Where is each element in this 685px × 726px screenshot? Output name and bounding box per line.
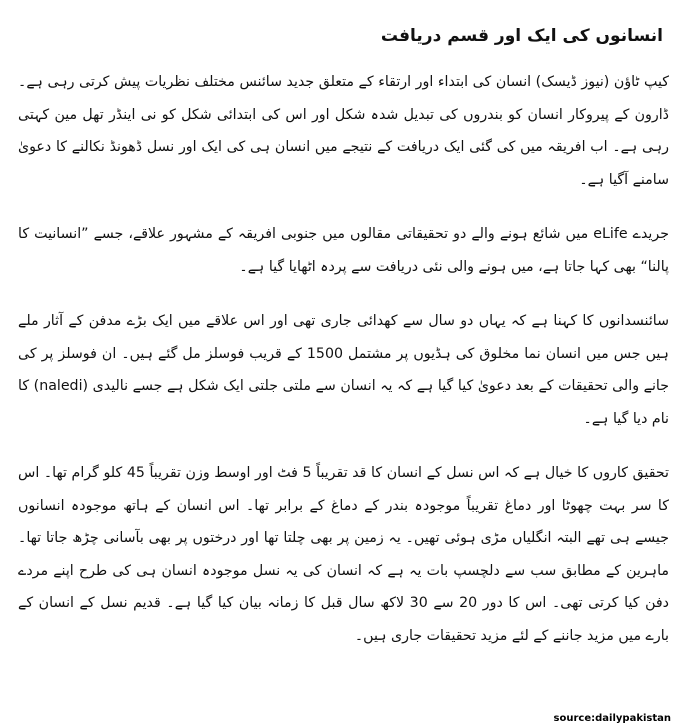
source-credit: source:dailypakistan <box>553 713 671 724</box>
article-paragraph-3: سائنسدانوں کا کہنا ہے کہ یہاں دو سال سے کھدائی جاری تھی اور اس علاقے میں ایک بڑے مدفن کے آثار ملے ہیں جس میں انسان نما مخلوق کی ہڈیوں پر مشتمل 1500 کے قریب فوسلز مل گئے ہیں۔ ان فوسلز پر کی جانے والی تحقیقات کے بعد دعویٰ کیا گیا ہے کہ یہ انسان سے ملتی جلتی ایک شکل ہے جسے نالیدی (naledi) کا نام دیا گیا ہے۔ <box>18 313 669 427</box>
article-paragraph-4: تحقیق کاروں کا خیال ہے کہ اس نسل کے انسان کا قد تقریباً 5 فٹ اور اوسط وزن تقریباً 45 کلو گرام تھا۔ اس کا سر بہت چھوٹا اور دماغ تقریباً موجودہ بندر کے دماغ کے برابر تھا۔ اس انسان کے ہاتھ موجودہ انسانوں جیسے ہی تھے البتہ انگلیاں مڑی ہوئی تھیں۔ یہ زمین پر بھی چلتا تھا اور درختوں پر بھی بآسانی چڑھ جاتا تھا۔ ماہرین کے مطابق سب سے دلچسپ بات یہ ہے کہ انسان کی یہ نسل موجودہ انسان ہی کی طرح اپنے مردے دفن کیا کرتی تھی۔ اس کا دور 20 سے 30 لاکھ سال قبل کا زمانہ بیان کیا گیا ہے۔ قدیم نسل کے انسان کے بارے میں مزید جاننے کے لئے مزید تحقیقات جاری ہیں۔ <box>18 465 669 644</box>
article-paragraph-1: کیپ ٹاؤن (نیوز ڈیسک) انسان کی ابتداء اور ارتقاء کے متعلق جدید سائنس مختلف نظریات پیش کرتی رہی ہے۔ ڈارون کے پیروکار انسان کو بندروں کی تبدیل شدہ شکل اور اس کی ابتدائی شکل کو نی اینڈر تھل مین کہتی رہی ہے۔ اب افریقہ میں کی گئی ایک دریافت کے نتیجے میں انسان ہی کی ایک اور نسل ڈھونڈ نکالنے کا دعویٰ سامنے آگیا ہے۔ <box>18 74 669 188</box>
article-paragraph-2: جریدے eLife میں شائع ہونے والے دو تحقیقاتی مقالوں میں جنوبی افریقہ کے مشہور علاقے، جسے ”انسانیت کا پالنا“ بھی کہا جاتا ہے، میں ہونے والی نئی دریافت سے پردہ اٹھایا گیا ہے۔ <box>18 226 669 275</box>
article-title: انسانوں کی ایک اور قسم دریافت <box>380 26 663 46</box>
